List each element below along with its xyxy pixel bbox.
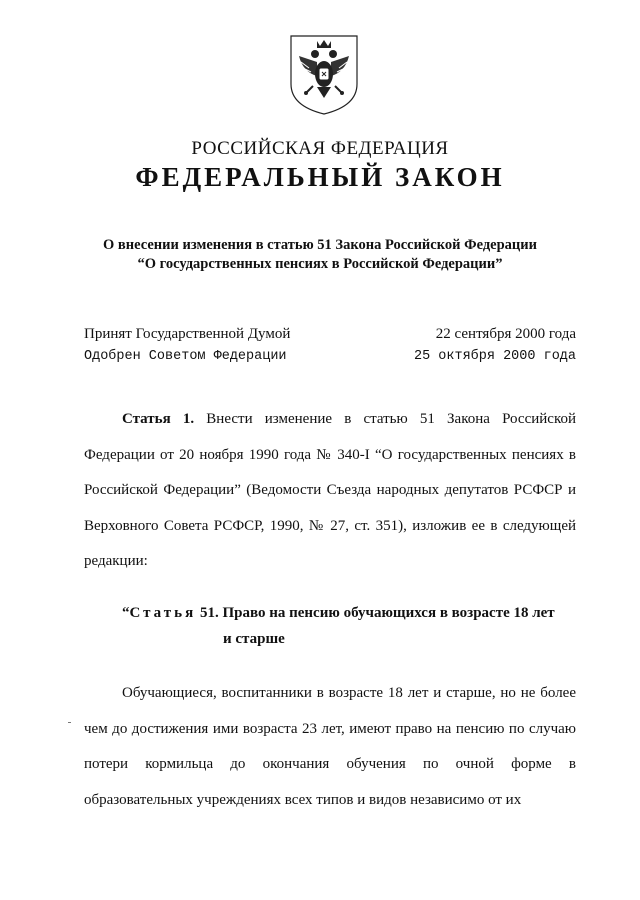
quoted-article-word: Статья: [129, 605, 197, 621]
article-1-text: Внести изменение в статью 51 Закона Российской Федерации от 20 ноября 1990 года № 340-I “О государственных пенсиях в Российской Федерации” (Ведомости Съезда народных депутатов РСФСР и Верховного Совета РСФСР, 1990, № 27, ст. 351), изложив ее в следующей редакции:: [84, 411, 577, 569]
law-title-line-2: “О государственных пенсиях в Российской Федерации”: [137, 256, 503, 272]
council-label: Одобрен Советом Федерации: [84, 349, 287, 364]
adoption-duma-row: [84, 326, 576, 343]
adoption-council-row: [84, 349, 576, 364]
country-name: РОССИЙСКАЯ ФЕДЕРАЦИЯ: [191, 138, 449, 159]
margin-mark: [68, 722, 71, 723]
council-date: 25 октября 2000 года: [413, 349, 576, 364]
quoted-article-title-line-2: и старше: [223, 631, 285, 647]
duma-date: 22 сентября 2000 года: [435, 326, 576, 342]
duma-label: Принят Государственной Думой: [84, 326, 291, 342]
article-paragraph: Обучающиеся, воспитанники в возрасте 18 лет и старше, но не более чем до достижения ими возраста 23 лет, имеют право на пенсию по случаю потери кормильца до окончания обучения по очной форме в образовательных учреждениях всех типов и видов независимо от их: [84, 685, 576, 808]
quoted-article-heading: [122, 600, 576, 652]
article-1: [84, 402, 576, 580]
quoted-article-title: 51. Право на пенсию обучающихся в возрасте 18 лет: [196, 605, 555, 621]
law-type-heading: ФЕДЕРАЛЬНЫЙ ЗАКОН: [135, 162, 505, 192]
quoted-open-quote: “: [122, 605, 130, 621]
article-1-label: Статья 1.: [122, 411, 195, 427]
coat-of-arms-icon: [287, 32, 361, 116]
law-title-line-1: О внесении изменения в статью 51 Закона Российской Федерации: [103, 237, 537, 253]
law-title: [0, 236, 640, 274]
